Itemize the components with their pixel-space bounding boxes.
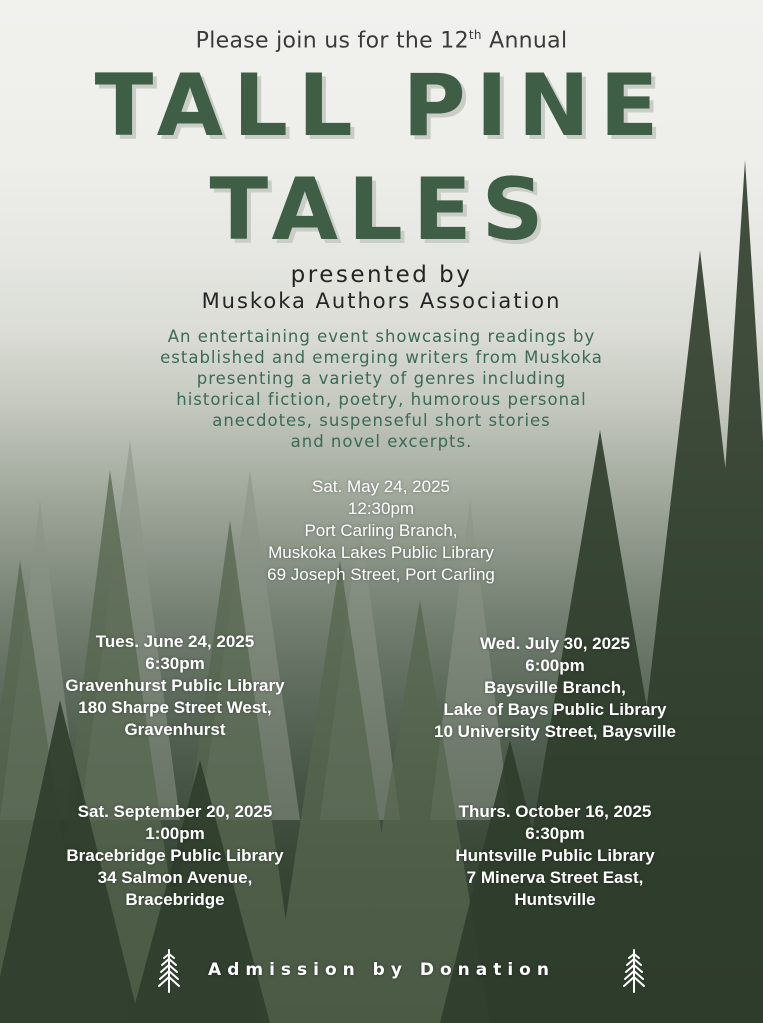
event-location-line: Baysville Branch, [484, 678, 626, 697]
intro-text: Please join us for the 12th Annual [195, 28, 568, 54]
event-date: Sat. May 24, 2025 [312, 477, 450, 496]
description-line: presenting a variety of genres including [196, 369, 567, 388]
event-location-line: Gravenhurst [124, 720, 226, 739]
event-location-line: Bracebridge [125, 890, 225, 909]
event-location-line: 69 Joseph Street, Port Carling [267, 565, 495, 584]
event-time: 12:30pm [347, 499, 415, 518]
event-gravenhurst [20, 631, 330, 741]
event-location-line: Huntsville Public Library [455, 846, 655, 865]
event-location-line: Port Carling Branch, [304, 521, 458, 540]
title-line-2: TALES [209, 160, 554, 260]
event-huntsville [395, 801, 715, 911]
description-line: established and emerging writers from Muskoka [160, 348, 603, 367]
description-line: anecdotes, suspenseful short stories [212, 411, 551, 430]
event-time: 6:30pm [145, 654, 205, 673]
event-description [0, 326, 763, 452]
title-line-1: TALL PINE [94, 56, 669, 156]
event-location-line: 7 Minerva Street East, [466, 868, 644, 887]
event-location-line: Lake of Bays Public Library [443, 700, 667, 719]
admission-text: Admission by Donation [208, 960, 555, 980]
event-location-line: Bracebridge Public Library [66, 846, 284, 865]
presented-by: presented by [290, 262, 473, 288]
event-date: Thurs. October 16, 2025 [458, 802, 652, 821]
description-line: historical fiction, poetry, humorous personal [176, 390, 587, 409]
event-location-line: Huntsville [514, 890, 596, 909]
event-date: Wed. July 30, 2025 [480, 634, 630, 653]
event-location-line: Muskoka Lakes Public Library [268, 543, 494, 562]
event-date: Sat. September 20, 2025 [77, 802, 273, 821]
event-bracebridge [20, 801, 330, 911]
pine-tree-icon [622, 948, 646, 994]
event-location-line: 10 University Street, Baysville [434, 722, 676, 741]
event-baysville [395, 633, 715, 743]
description-line: An entertaining event showcasing readings by [167, 327, 596, 346]
description-line: and novel excerpts. [290, 432, 473, 451]
organization-name: Muskoka Authors Association [201, 289, 562, 313]
intro-superscript: th [468, 28, 482, 42]
event-port-carling [181, 476, 581, 586]
event-date: Tues. June 24, 2025 [95, 632, 255, 651]
event-location-line: 180 Sharpe Street West, [78, 698, 272, 717]
event-location-line: 34 Salmon Avenue, [97, 868, 253, 887]
event-time: 6:30pm [525, 824, 585, 843]
event-time: 6:00pm [525, 656, 585, 675]
event-time: 1:00pm [145, 824, 205, 843]
event-location-line: Gravenhurst Public Library [65, 676, 285, 695]
